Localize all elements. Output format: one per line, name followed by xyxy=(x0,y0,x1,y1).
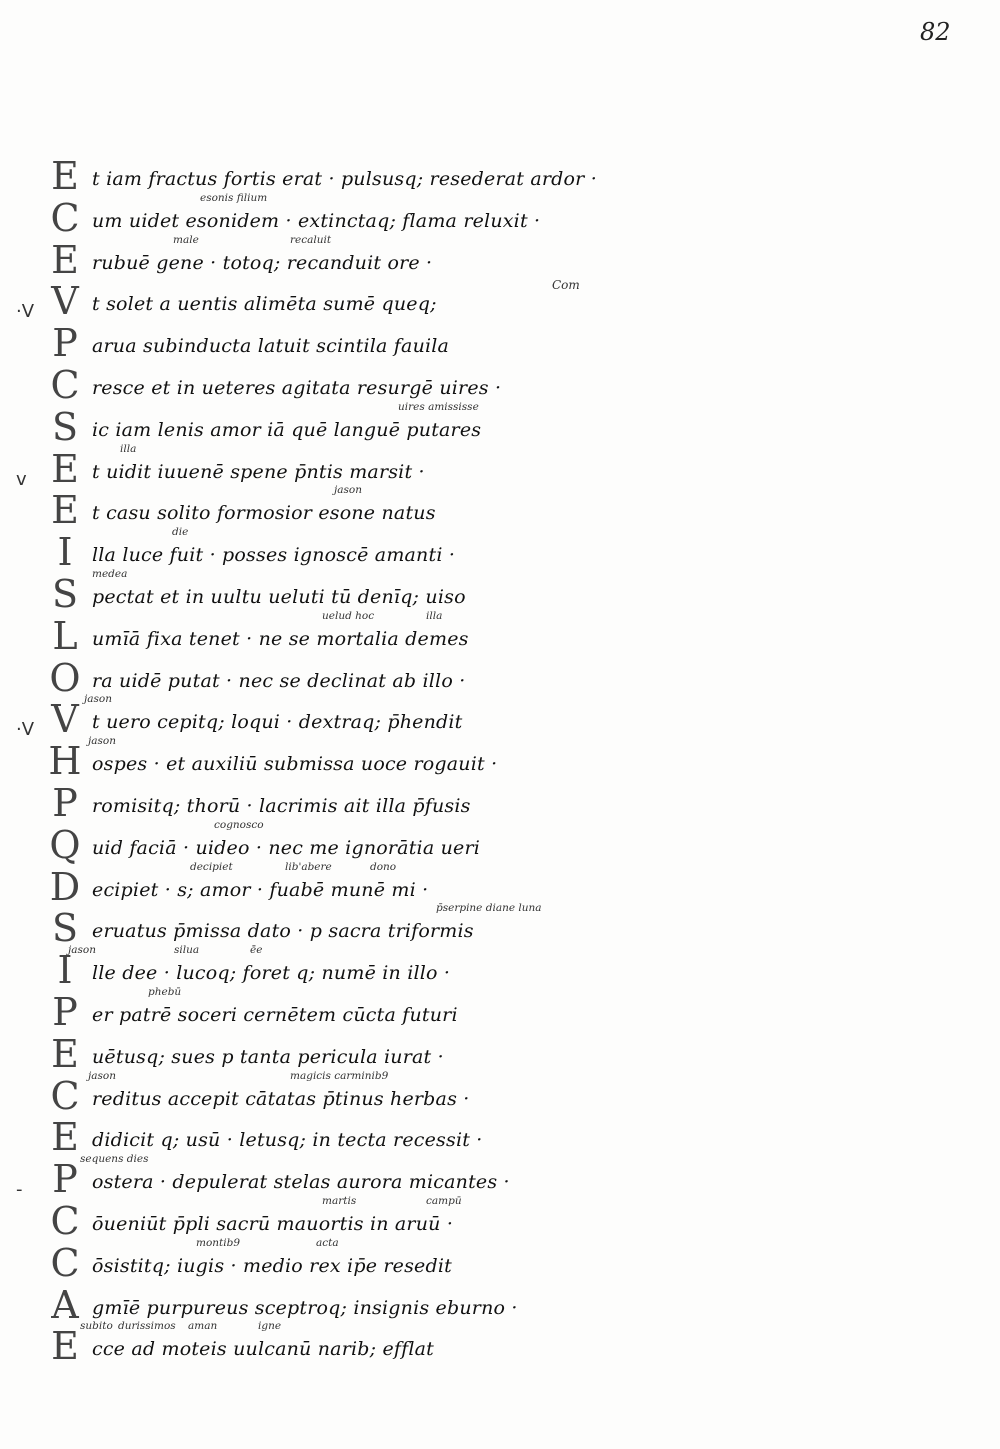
interlinear-gloss: illa xyxy=(426,609,443,622)
folio-number: 82 xyxy=(920,18,951,46)
initial-letter: C xyxy=(50,1073,80,1118)
verse-line xyxy=(0,1115,1000,1171)
interlinear-gloss: durissimos xyxy=(118,1320,176,1333)
verse-text: romisitq; thorū · lacrimis ait illa p̄fusis xyxy=(92,795,471,817)
verse-line xyxy=(0,693,1000,753)
initial-letter: Q xyxy=(49,822,81,867)
interlinear-gloss: uires amississe xyxy=(398,400,479,413)
verse-line xyxy=(0,1320,1000,1380)
initial-letter: H xyxy=(48,739,82,784)
verse-line xyxy=(0,1195,1000,1255)
verse-text: t casu solito formosior esone natus xyxy=(92,502,436,525)
verse-line xyxy=(0,321,1000,377)
interlinear-gloss: jason xyxy=(88,1069,116,1082)
verse-text: umīā fixa tenet · ne se mortalia demes xyxy=(92,627,469,650)
verse-line xyxy=(0,363,1000,419)
initial-letter: D xyxy=(49,864,81,909)
interlinear-gloss: igne xyxy=(258,1320,282,1333)
interlinear-gloss: dono xyxy=(370,860,397,873)
interlinear-gloss: cognosco xyxy=(214,818,264,831)
verse-text: rubuē gene · totoq; recanduit ore · xyxy=(92,251,433,274)
initial-letter: P xyxy=(52,990,78,1034)
margin-mark: - xyxy=(16,1179,23,1201)
interlinear-gloss: acta xyxy=(316,1236,339,1249)
verse-text: er patrē soceri cernētem cūcta futuri xyxy=(92,1004,458,1026)
verse-text: gmīē purpureus sceptroq; insignis eburno · xyxy=(92,1296,518,1319)
verse-text: resce et in ueteres agitata resurgē uires · xyxy=(92,377,502,399)
verse-line xyxy=(0,568,1000,628)
initial-letter: I xyxy=(57,948,73,993)
verse-line xyxy=(0,609,1000,670)
verse-line xyxy=(0,191,1000,252)
initial-letter: V xyxy=(51,697,79,742)
interlinear-gloss: ē̄e xyxy=(250,944,263,957)
verse-line xyxy=(0,818,1000,879)
verse-text: lla luce fuit · posses ignoscē amanti · xyxy=(92,544,456,567)
verse-line xyxy=(0,1236,1000,1297)
margin-mark: v xyxy=(16,468,27,490)
interlinear-gloss: medea xyxy=(92,568,128,580)
verse-text: ecipiet · s; amor · fuabē munē mi · xyxy=(92,878,429,901)
margin-note: Com xyxy=(552,278,580,292)
verse-text: t uero cepitq; loqui · dextraq; p̄hendit xyxy=(92,711,463,734)
initial-letter: E xyxy=(51,1324,79,1369)
interlinear-gloss: campū xyxy=(426,1195,462,1207)
interlinear-gloss: phebū xyxy=(148,986,182,998)
initial-letter: E xyxy=(51,1031,79,1076)
verse-text: uētusq; sues p tanta pericula iurat · xyxy=(92,1045,444,1068)
margin-mark: ·V xyxy=(16,301,35,323)
verse-line xyxy=(0,233,1000,294)
initial-letter: C xyxy=(50,363,80,407)
initial-letter: L xyxy=(52,613,78,658)
initial-letter: A xyxy=(51,1282,79,1327)
initial-letter: C xyxy=(50,1199,80,1243)
initial-letter: E xyxy=(51,1115,79,1160)
verse-text: arua subinducta latuit scintila fauila xyxy=(92,335,450,358)
verse-line xyxy=(0,1069,1000,1130)
verse-line xyxy=(0,400,1000,461)
verse-text: t uidit iuuenē spene p̄ntis marsit · xyxy=(92,460,425,483)
initial-letter: C xyxy=(50,1240,80,1285)
verse-line xyxy=(0,442,1000,503)
verse-text: didicit q; usū · letusq; in tecta recessit · xyxy=(92,1129,483,1152)
verse-text: uid faciā · uideo · nec me ignorātia ueri xyxy=(92,836,481,859)
interlinear-gloss: subito xyxy=(80,1320,113,1333)
interlinear-gloss: jason xyxy=(88,735,116,748)
verse-line xyxy=(0,655,1000,712)
verse-line xyxy=(0,484,1000,544)
verse-line xyxy=(0,781,1000,837)
interlinear-gloss: silua xyxy=(174,944,200,957)
interlinear-gloss: uelud hoc xyxy=(322,609,375,622)
interlinear-gloss: aman xyxy=(188,1320,218,1333)
verse-line xyxy=(0,526,1000,586)
initial-letter: E xyxy=(51,488,79,533)
interlinear-gloss: sequens dies xyxy=(80,1153,149,1166)
verse-line xyxy=(0,986,1000,1046)
verse-line xyxy=(0,1031,1000,1088)
verse-text: cce ad moteis uulcanū narib; efflat xyxy=(92,1338,435,1361)
verse-text: ic iam lenis amor iā quē languē putares xyxy=(92,418,482,441)
verse-text: ōsistitq; iugis · medio rex ip̄e resedit xyxy=(92,1254,452,1277)
verse-text: ōueniūt p̄pli sacrū mauortis in aruū · xyxy=(92,1213,454,1235)
initial-letter: E xyxy=(51,154,79,198)
interlinear-gloss: jason xyxy=(68,944,96,957)
verse-text: eruatus p̄missa dato · p sacra triformis xyxy=(92,920,474,943)
margin-mark: ·V xyxy=(16,719,35,741)
initial-letter: O xyxy=(49,655,81,700)
interlinear-gloss: p̄serpine diane luna xyxy=(436,902,542,915)
verse-line xyxy=(0,902,1000,962)
interlinear-gloss: jason xyxy=(84,693,112,706)
interlinear-gloss: jason xyxy=(334,484,362,497)
initial-letter: S xyxy=(51,404,79,449)
interlinear-gloss: recaluit xyxy=(290,233,332,246)
initial-letter: P xyxy=(52,781,78,825)
verse-text: um uidet esonidem · extinctaq; flama reluxit · xyxy=(92,209,541,232)
verse-text: ospes · et auxiliū submissa uoce rogauit · xyxy=(92,753,498,776)
initial-letter: C xyxy=(50,195,80,240)
interlinear-gloss: montib9 xyxy=(196,1236,241,1249)
verse-text: reditus accepit cātatas p̄tinus herbas · xyxy=(92,1087,470,1110)
verse-text: pectat et in uultu ueluti tū denīq; uiso xyxy=(92,586,466,608)
verse-text: ra uidē putat · nec se declinat ab illo · xyxy=(92,669,466,692)
verse-line xyxy=(0,154,1000,210)
interlinear-gloss: esonis filium xyxy=(200,191,268,204)
verse-text: ostera · depulerat stelas aurora micantes · xyxy=(92,1171,510,1194)
interlinear-gloss: die xyxy=(172,526,189,539)
initial-letter: S xyxy=(51,906,79,951)
verse-line xyxy=(0,735,1000,795)
verse-text: t iam fractus fortis erat · pulsusq; resederat ardor · xyxy=(92,168,597,190)
initial-letter: V xyxy=(51,279,79,324)
initial-letter: I xyxy=(57,530,73,575)
initial-letter: E xyxy=(51,446,79,491)
initial-letter: S xyxy=(51,572,79,616)
interlinear-gloss: decipiet xyxy=(190,860,233,873)
verse-text: lle dee · lucoq; foret q; numē in illo · xyxy=(92,962,451,985)
interlinear-gloss: lib'abere xyxy=(285,860,332,873)
verse-line xyxy=(0,1153,1000,1213)
interlinear-gloss: illa xyxy=(120,442,137,455)
interlinear-gloss: male xyxy=(173,233,199,246)
initial-letter: P xyxy=(52,321,78,366)
initial-letter: P xyxy=(52,1157,78,1202)
verse-text: t solet a uentis alimēta sumē queq; xyxy=(92,293,437,316)
initial-letter: E xyxy=(51,237,79,282)
interlinear-gloss: magicis carminib9 xyxy=(290,1069,389,1082)
interlinear-gloss: martis xyxy=(322,1195,357,1207)
